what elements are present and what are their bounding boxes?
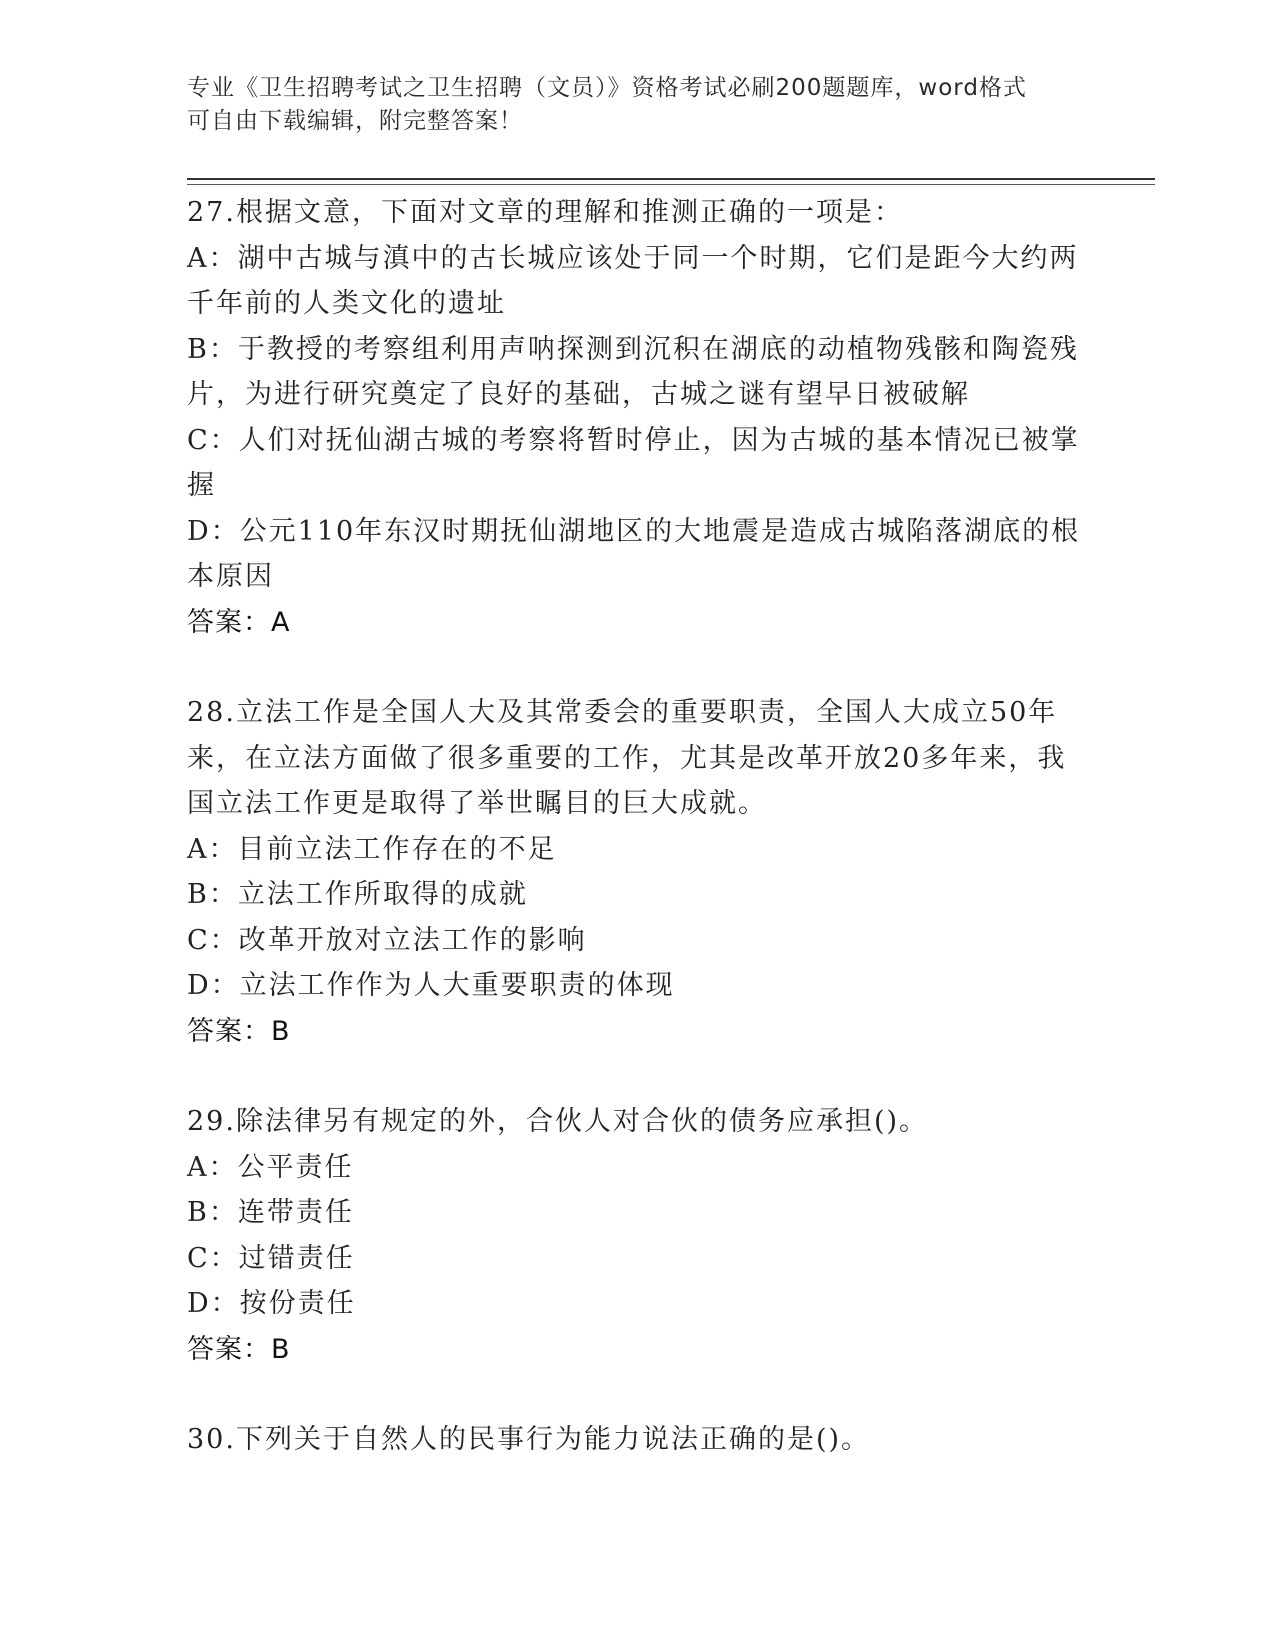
option-a: A：目前立法工作存在的不足 <box>187 833 557 865</box>
option-a: A：公平责任 <box>187 1151 354 1183</box>
option-c: C：过错责任 <box>187 1242 355 1274</box>
option-c: C：人们对抚仙湖古城的考察将暂时停止，因为古城的基本情况已被掌 握 <box>187 424 1080 501</box>
header-line-2: 可自由下载编辑，附完整答案！ <box>187 108 523 134</box>
header-divider-thick <box>187 178 1155 180</box>
option-b: B：于教授的考察组利用声呐探测到沉积在湖底的动植物残骸和陶瓷残 片，为进行研究奠定了良好的基础，古城之谜有望早日被破解 <box>187 333 1079 410</box>
question-stem: 30.下列关于自然人的民事行为能力说法正确的是()。 <box>187 1424 871 1455</box>
option-d: D：按份责任 <box>187 1288 356 1319</box>
question-29 <box>187 1099 1087 1372</box>
answer-label: 答案：A <box>187 606 291 638</box>
question-30 <box>187 1417 1087 1463</box>
option-b: B：立法工作所取得的成就 <box>187 879 528 910</box>
question-28 <box>187 690 1087 1054</box>
question-list <box>187 190 1087 1508</box>
page-header <box>187 72 1067 138</box>
question-stem: 27.根据文意，下面对文章的理解和推测正确的一项是： <box>187 197 903 228</box>
option-a: A：湖中古城与滇中的古长城应该处于同一个时期，它们是距今大约两 千年前的人类文化的遗址 <box>187 242 1079 319</box>
header-divider-thin <box>187 184 1155 185</box>
header-line-1: 专业《卫生招聘考试之卫生招聘（文员）》资格考试必刷200题题库，word格式 <box>187 75 1027 101</box>
option-b: B：连带责任 <box>187 1197 354 1228</box>
option-d: D：公元110年东汉时期抚仙湖地区的大地震是造成古城陷落湖底的根 本原因 <box>187 515 1081 592</box>
answer-label: 答案：B <box>187 1333 291 1365</box>
question-stem: 29.除法律另有规定的外，合伙人对合伙的债务应承担()。 <box>187 1106 929 1137</box>
question-stem: 28.立法工作是全国人大及其常委会的重要职责，全国人大成立50年 来，在立法方面做了很多重要的工作，尤其是改革开放20多年来，我 国立法工作更是取得了举世瞩目的巨大成就。 <box>187 697 1067 819</box>
option-d: D：立法工作作为人大重要职责的体现 <box>187 970 675 1001</box>
option-c: C：改革开放对立法工作的影响 <box>187 924 587 956</box>
question-27 <box>187 190 1087 645</box>
answer-label: 答案：B <box>187 1015 291 1047</box>
